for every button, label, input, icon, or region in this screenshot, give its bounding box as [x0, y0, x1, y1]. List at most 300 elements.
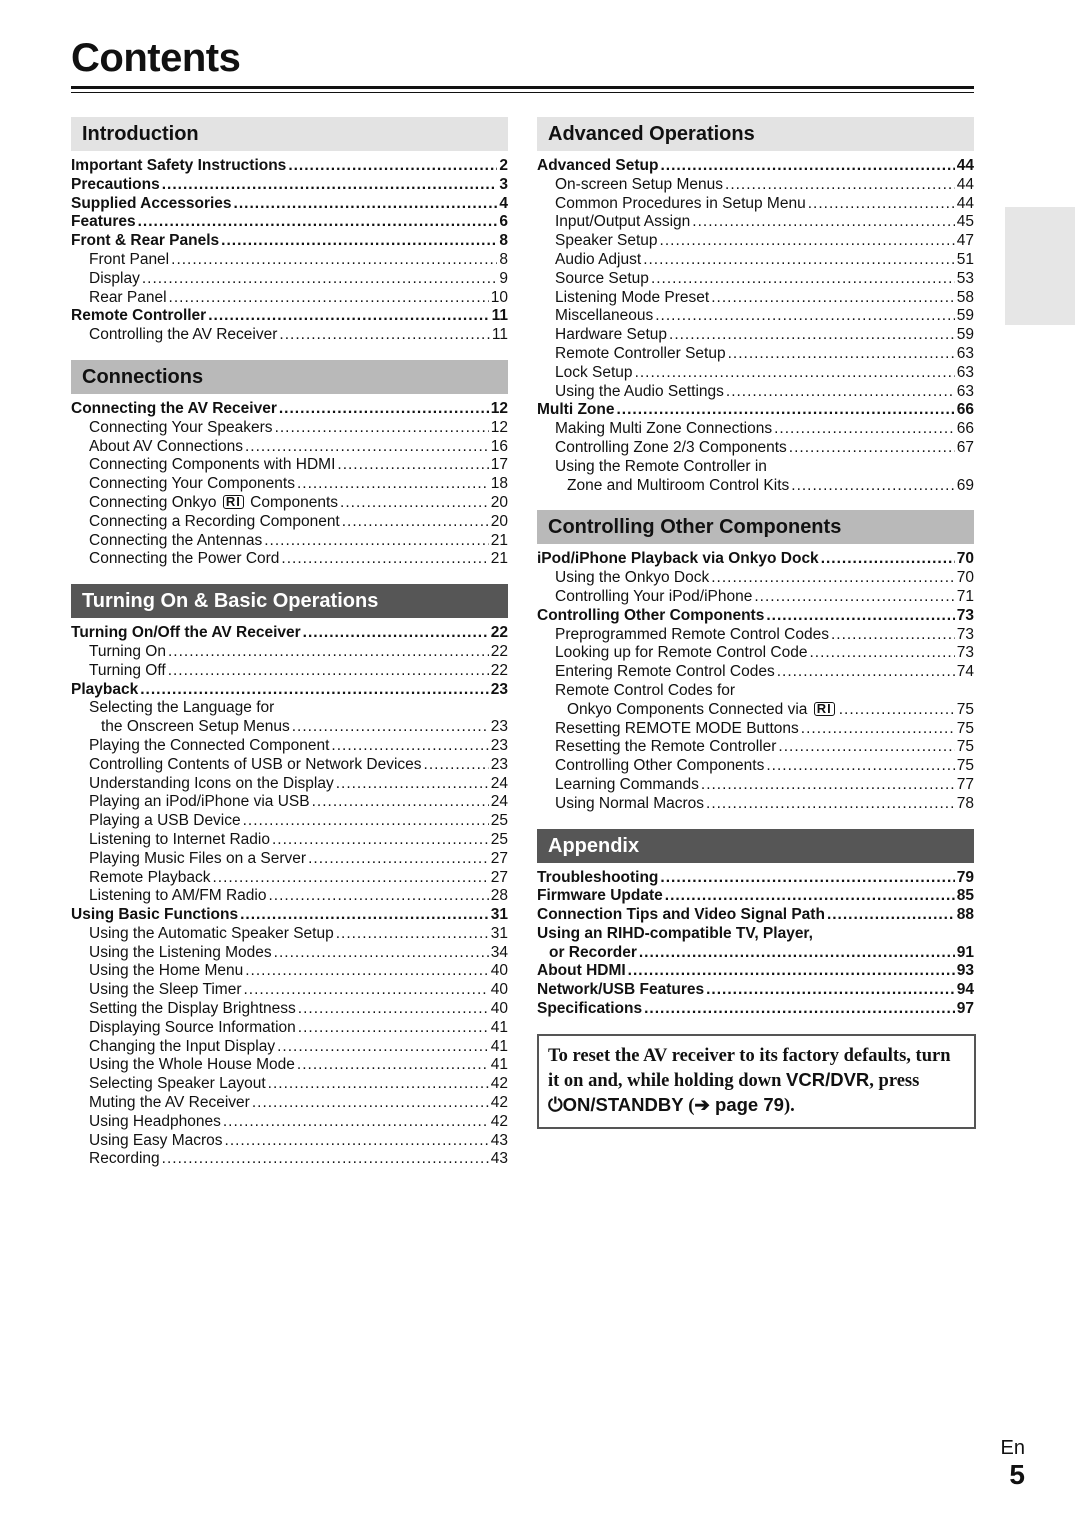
toc-entry[interactable]: [71, 981, 508, 1000]
toc-page-number: 79: [956, 868, 974, 886]
dot-leader: [340, 494, 489, 513]
toc-entry-label: [555, 663, 775, 682]
toc-page-number: 73: [956, 644, 974, 662]
dot-leader: [268, 887, 488, 906]
dot-leader: [337, 456, 488, 475]
dot-leader: [791, 477, 954, 496]
toc-page-number: 70: [956, 569, 974, 587]
page-reference-link[interactable]: page 79: [709, 1093, 784, 1115]
toc-page-number: 44: [956, 194, 974, 212]
toc-entry[interactable]: [537, 682, 974, 701]
toc-page-number: 23: [490, 680, 508, 698]
toc-entry-label: [71, 157, 286, 176]
toc-entry-label: [89, 962, 243, 981]
toc-page-number: 27: [490, 868, 508, 886]
section-turning-on-basic-operations: [71, 584, 508, 1169]
dot-leader: [223, 1113, 489, 1132]
toc-entry-text: Specifications: [537, 1000, 643, 1018]
toc-entry[interactable]: [537, 232, 974, 251]
toc-entry[interactable]: [537, 925, 974, 944]
toc-entry-label: [89, 1150, 160, 1169]
arrow-right-icon: ➔: [694, 1093, 710, 1115]
dot-leader: [827, 906, 955, 925]
note-paren-open: (: [683, 1095, 695, 1116]
toc-entry[interactable]: [537, 776, 974, 795]
toc-entry-text: Selecting Speaker Layout: [89, 1075, 266, 1093]
toc-entry[interactable]: [71, 962, 508, 981]
toc-entry[interactable]: [71, 718, 508, 737]
toc-entry[interactable]: [537, 701, 974, 720]
toc-entry-text: Controlling Contents of USB or Network Devices: [89, 755, 422, 773]
toc-entry-text: Turning On/Off the AV Receiver: [71, 624, 301, 642]
toc-entry[interactable]: [71, 643, 508, 662]
toc-entry[interactable]: [71, 850, 508, 869]
dot-leader: [277, 1038, 489, 1057]
toc-entry[interactable]: [71, 812, 508, 831]
toc-entry-label: [71, 195, 232, 214]
toc-entry-text: Connecting Your Speakers: [89, 418, 273, 436]
toc-page-number: 8: [499, 250, 508, 268]
toc-entry-label: [555, 326, 667, 345]
toc-entry-label: [537, 401, 615, 420]
toc-entry-text: Speaker Setup: [555, 232, 658, 250]
section-heading: Connections: [71, 360, 508, 394]
toc-entry-label: [89, 456, 335, 475]
toc-entry-text: Firmware Update: [537, 887, 663, 905]
toc-entry-text: Playing Music Files on a Server: [89, 849, 307, 867]
dot-leader: [331, 737, 488, 756]
toc-entry-label: [567, 701, 837, 720]
dot-leader: [208, 307, 489, 326]
toc-entry[interactable]: [71, 624, 508, 643]
toc-page-number: 17: [490, 456, 508, 474]
toc-entry[interactable]: [537, 795, 974, 814]
toc-entry-text: Connecting Your Components: [89, 475, 295, 493]
toc-entry[interactable]: [71, 1038, 508, 1057]
toc-entry-label: [89, 850, 306, 869]
toc-entry[interactable]: [71, 419, 508, 438]
dot-leader: [655, 307, 955, 326]
toc-entry-label: [555, 795, 704, 814]
dot-leader: [839, 701, 955, 720]
toc-page-number: 41: [490, 1018, 508, 1036]
toc-page-number: 40: [490, 981, 508, 999]
toc-entry-label: [537, 906, 825, 925]
toc-entry-text: Playing an iPod/iPhone via USB: [89, 793, 310, 811]
toc-entry-text: Listening to AM/FM Radio: [89, 887, 267, 905]
toc-page-number: 47: [956, 232, 974, 250]
toc-entry[interactable]: [537, 906, 974, 925]
toc-entry[interactable]: [537, 738, 974, 757]
toc-entry[interactable]: [71, 662, 508, 681]
toc-entry[interactable]: [71, 195, 508, 214]
toc-entry[interactable]: [71, 1094, 508, 1113]
dot-leader: [706, 981, 955, 1000]
toc-page-number: 4: [499, 194, 508, 212]
toc-entry-text: Controlling Other Components: [555, 757, 765, 775]
toc-entry-text: Playback: [71, 680, 139, 698]
toc-page-number: 23: [490, 755, 508, 773]
toc-entry[interactable]: [71, 699, 508, 718]
toc-entry[interactable]: [537, 213, 974, 232]
dot-leader: [225, 1132, 489, 1151]
toc-entry-label: [89, 1019, 296, 1038]
toc-entry[interactable]: [537, 588, 974, 607]
toc-entry-text: Learning Commands: [555, 775, 699, 793]
toc-entry-text: Advanced Setup: [537, 157, 659, 174]
toc-page-number: 74: [956, 663, 974, 681]
toc-entry[interactable]: [537, 550, 974, 569]
toc-entry[interactable]: [537, 307, 974, 326]
toc-entry[interactable]: [537, 757, 974, 776]
toc-entry-label: [71, 681, 138, 700]
toc-entry[interactable]: [71, 532, 508, 551]
toc-entry-label: [555, 176, 723, 195]
toc-page-number: 12: [490, 418, 508, 436]
toc-entry[interactable]: [71, 1000, 508, 1019]
section-controlling-other-components: [537, 510, 974, 813]
section-appendix: [537, 829, 974, 1019]
toc-entry[interactable]: [71, 1075, 508, 1094]
toc-page-number: 40: [490, 1000, 508, 1018]
toc-entry-label: [555, 720, 799, 739]
toc-entry-text: Controlling Other Components: [537, 606, 765, 624]
toc-entry-text: Muting the AV Receiver: [89, 1094, 250, 1112]
toc-entry-text: Using Easy Macros: [89, 1131, 223, 1149]
dot-leader: [169, 289, 489, 308]
toc-entry-text: Connecting Onkyo: [89, 493, 217, 511]
toc-entry[interactable]: [71, 213, 508, 232]
toc-entry[interactable]: [537, 962, 974, 981]
toc-page-number: 75: [956, 700, 974, 718]
toc-entry-text: Resetting the Remote Controller: [555, 738, 777, 756]
toc-entry[interactable]: [537, 720, 974, 739]
toc-entry[interactable]: [71, 756, 508, 775]
dot-leader: [303, 624, 489, 643]
toc-entry-label: [555, 383, 724, 402]
toc-entry-text: About AV Connections: [89, 437, 243, 455]
toc-entry-label: [555, 251, 641, 270]
toc-page-number: 45: [956, 213, 974, 231]
toc-entry[interactable]: [71, 681, 508, 700]
toc-page-number: 25: [490, 812, 508, 830]
toc-page-number: 21: [490, 531, 508, 549]
toc-entry[interactable]: [537, 569, 974, 588]
toc-entry-text: Displaying Source Information: [89, 1018, 296, 1036]
toc-entry[interactable]: [71, 232, 508, 251]
toc-entry[interactable]: [71, 1113, 508, 1132]
toc-entry-label: [71, 176, 160, 195]
toc-entry[interactable]: [71, 869, 508, 888]
toc-entry[interactable]: [71, 831, 508, 850]
toc-page-number: 2: [499, 157, 508, 174]
toc-entry-text: Rear Panel: [89, 288, 167, 306]
toc-entry[interactable]: [537, 607, 974, 626]
section-heading: Appendix: [537, 829, 974, 863]
toc-entry[interactable]: [71, 513, 508, 532]
toc-entry[interactable]: [537, 157, 974, 176]
toc-entry[interactable]: [71, 906, 508, 925]
toc-entry-text: Using the Remote Controller in: [555, 457, 767, 475]
dot-leader: [168, 643, 489, 662]
toc-entry-label: [555, 738, 776, 757]
toc-entry-text: Important Safety Instructions: [71, 157, 287, 174]
toc-entry-text: Hardware Setup: [555, 326, 668, 344]
toc-entry[interactable]: [537, 326, 974, 345]
dot-leader: [754, 588, 954, 607]
toc-entry[interactable]: [537, 195, 974, 214]
toc-entry-text: Remote Playback: [89, 868, 211, 886]
dot-leader: [766, 757, 954, 776]
toc-entry-label: [101, 718, 290, 737]
toc-page-number: 28: [490, 887, 508, 905]
toc-entry[interactable]: [537, 626, 974, 645]
toc-entry-label: [537, 981, 704, 1000]
toc-page-number: 43: [490, 1131, 508, 1149]
dot-leader: [140, 681, 489, 700]
toc-page-number: 78: [956, 794, 974, 812]
toc-page-number: 73: [956, 625, 974, 643]
toc-page-number: 75: [956, 719, 974, 737]
toc-entry[interactable]: [537, 270, 974, 289]
dot-leader: [692, 213, 954, 232]
toc-entry[interactable]: [71, 307, 508, 326]
toc-entry[interactable]: [71, 326, 508, 345]
toc-entry-text: Zone and Multiroom Control Kits: [567, 476, 790, 494]
toc-entry-text: Playing a USB Device: [89, 812, 241, 830]
toc-entry-text: Features: [71, 213, 136, 231]
toc-entry-text: Making Multi Zone Connections: [555, 420, 773, 438]
toc-entry-text: Recording: [89, 1150, 160, 1168]
toc-page-number: 42: [490, 1094, 508, 1112]
toc-entry[interactable]: [71, 494, 508, 513]
toc-entry[interactable]: [71, 925, 508, 944]
toc-entry-label: [537, 962, 626, 981]
dot-leader: [660, 232, 955, 251]
toc-entry-label: [537, 1000, 642, 1019]
page-title: Contents: [71, 36, 241, 80]
toc-entry-label: [555, 345, 726, 364]
toc-entry-label: [537, 607, 764, 626]
toc-entry[interactable]: [537, 439, 974, 458]
section-advanced-operations: [537, 117, 974, 495]
toc-entry[interactable]: [71, 157, 508, 176]
toc-page-number: 12: [490, 399, 508, 417]
toc-entry[interactable]: [537, 944, 974, 963]
toc-page-number: 18: [490, 475, 508, 493]
dot-leader: [635, 364, 955, 383]
toc-entry[interactable]: [71, 176, 508, 195]
toc-page-number: 31: [490, 906, 508, 924]
dot-leader: [711, 289, 955, 308]
factory-reset-note: [537, 1034, 976, 1129]
toc-entry-label: [89, 1000, 296, 1019]
toc-entry-label: [89, 1132, 223, 1151]
language-label: En: [1000, 1437, 1025, 1459]
toc-entry[interactable]: [537, 477, 974, 496]
toc-entry[interactable]: [71, 793, 508, 812]
toc-entry-text: Selecting the Language for: [89, 699, 275, 717]
dot-leader: [801, 720, 955, 739]
toc-entry[interactable]: [71, 270, 508, 289]
dot-leader: [777, 663, 955, 682]
toc-entry-text: or Recorder: [549, 943, 637, 961]
toc-page-number: 22: [490, 624, 508, 642]
toc-entry[interactable]: [71, 400, 508, 419]
toc-entry-label: [567, 477, 789, 496]
dot-leader: [651, 270, 955, 289]
toc-entry[interactable]: [71, 1019, 508, 1038]
dot-leader: [766, 607, 954, 626]
toc-page-number: 6: [499, 213, 508, 231]
toc-page-number: 63: [956, 382, 974, 400]
toc-entry[interactable]: [537, 176, 974, 195]
dot-leader: [240, 906, 489, 925]
dot-leader: [162, 176, 498, 195]
toc-entry[interactable]: [537, 1000, 974, 1019]
toc-entry-label: [89, 550, 279, 569]
dot-leader: [171, 251, 497, 270]
toc-entry[interactable]: [537, 458, 974, 477]
toc-entry[interactable]: [71, 1132, 508, 1151]
toc-page-number: 41: [490, 1056, 508, 1074]
section-introduction: [71, 117, 508, 345]
toc-entry-label: [555, 644, 807, 663]
dot-leader: [168, 662, 489, 681]
toc-page-number: 91: [956, 943, 974, 961]
section-heading: Introduction: [71, 117, 508, 151]
toc-page-number: 3: [499, 175, 508, 193]
toc-entry-label: [555, 270, 649, 289]
dot-leader: [809, 644, 954, 663]
toc-entry-text: Controlling Your iPod/iPhone: [555, 587, 753, 605]
toc-entry[interactable]: [537, 420, 974, 439]
toc-page-number: 63: [956, 363, 974, 381]
toc-entry[interactable]: [537, 364, 974, 383]
toc-entry-text: Front Panel: [89, 250, 170, 268]
toc-entry-label: [89, 643, 166, 662]
dot-leader: [312, 793, 489, 812]
toc-entry-text: Connecting the AV Receiver: [71, 399, 277, 417]
toc-page-number: 11: [491, 326, 508, 344]
toc-entry-label: [555, 569, 709, 588]
toc-page-number: 16: [490, 437, 508, 455]
dot-leader: [660, 869, 954, 888]
dot-leader: [308, 850, 489, 869]
toc-entry-label: [71, 624, 301, 643]
toc-entry[interactable]: [71, 887, 508, 906]
toc-page-number: 70: [956, 550, 974, 568]
toc-page-number: 63: [956, 344, 974, 362]
toc-entry-text: Understanding Icons on the Display: [89, 774, 334, 792]
toc-entry-text: Setting the Display Brightness: [89, 1000, 296, 1018]
toc-entry-text: Using the Whole House Mode: [89, 1056, 295, 1074]
toc-entry-text: iPod/iPhone Playback via Onkyo Dock: [537, 550, 819, 568]
dot-leader: [728, 345, 955, 364]
dot-leader: [298, 1019, 489, 1038]
toc-entry-label: [89, 532, 262, 551]
toc-entry[interactable]: [71, 438, 508, 457]
toc-page-number: 44: [956, 157, 974, 174]
toc-entry-label: [549, 944, 637, 963]
toc-entry-label: [89, 1094, 250, 1113]
toc-entry[interactable]: [537, 644, 974, 663]
toc-entry[interactable]: [537, 663, 974, 682]
toc-entry-text: Using Normal Macros: [555, 794, 705, 812]
toc-entry-text: Looking up for Remote Control Code: [555, 644, 808, 662]
toc-entry[interactable]: [71, 737, 508, 756]
toc-entry[interactable]: [537, 251, 974, 270]
toc-entry-text: the Onscreen Setup Menus: [101, 718, 290, 736]
toc-entry-text: Entering Remote Control Codes: [555, 663, 775, 681]
title-rule-thin: [71, 92, 974, 93]
toc-entry-text: Connection Tips and Video Signal Path: [537, 906, 825, 924]
toc-entry-label: [555, 776, 699, 795]
dot-leader: [297, 475, 489, 494]
toc-entry-text: Turning On: [89, 642, 166, 660]
dot-leader: [212, 869, 488, 888]
toc-entry-text: Preprogrammed Remote Control Codes: [555, 625, 829, 643]
toc-entry-text: Using the Home Menu: [89, 962, 244, 980]
toc-entry-text: Controlling Zone 2/3 Components: [555, 438, 787, 456]
toc-page-number: 11: [491, 307, 508, 325]
toc-entry-text: Resetting REMOTE MODE Buttons: [555, 719, 799, 737]
dot-leader: [726, 383, 955, 402]
toc-entry-label: [555, 289, 709, 308]
toc-entry[interactable]: [537, 401, 974, 420]
toc-entry[interactable]: [71, 289, 508, 308]
toc-page-number: 93: [956, 962, 974, 980]
dot-leader: [774, 420, 955, 439]
toc-entry-text: Multi Zone: [537, 401, 615, 419]
toc-entry-text: Using the Audio Settings: [555, 382, 724, 400]
toc-entry-text: Playing the Connected Component: [89, 736, 330, 754]
toc-entry-label: [89, 475, 295, 494]
toc-entry[interactable]: [71, 1056, 508, 1075]
toc-entry[interactable]: [71, 1150, 508, 1169]
toc-entry-text: Using the Listening Modes: [89, 943, 272, 961]
toc-page-number: 27: [490, 849, 508, 867]
toc-entry-label: [555, 757, 764, 776]
toc-entry[interactable]: [71, 456, 508, 475]
dot-leader: [279, 326, 490, 345]
toc-page-number: 59: [956, 307, 974, 325]
toc-entry[interactable]: [537, 869, 974, 888]
toc-entry[interactable]: [71, 775, 508, 794]
toc-entry-label: [89, 494, 338, 513]
toc-entry[interactable]: [537, 383, 974, 402]
toc-entry-label: [555, 364, 633, 383]
dot-leader: [424, 756, 489, 775]
toc-page-number: 42: [490, 1075, 508, 1093]
toc-entry[interactable]: [537, 289, 974, 308]
power-icon: ⏻: [548, 1093, 563, 1115]
dot-leader: [279, 400, 489, 419]
dot-leader: [268, 1075, 489, 1094]
toc-page-number: 24: [490, 774, 508, 792]
dot-leader: [639, 944, 955, 963]
toc-entry[interactable]: [71, 944, 508, 963]
dot-leader: [778, 738, 954, 757]
toc-entry[interactable]: [71, 475, 508, 494]
dot-leader: [274, 944, 489, 963]
toc-entry[interactable]: [537, 981, 974, 1000]
toc-entry[interactable]: [537, 887, 974, 906]
toc-entry[interactable]: [71, 251, 508, 270]
dot-leader: [244, 981, 489, 1000]
toc-entry[interactable]: [71, 550, 508, 569]
toc-entry[interactable]: [537, 345, 974, 364]
